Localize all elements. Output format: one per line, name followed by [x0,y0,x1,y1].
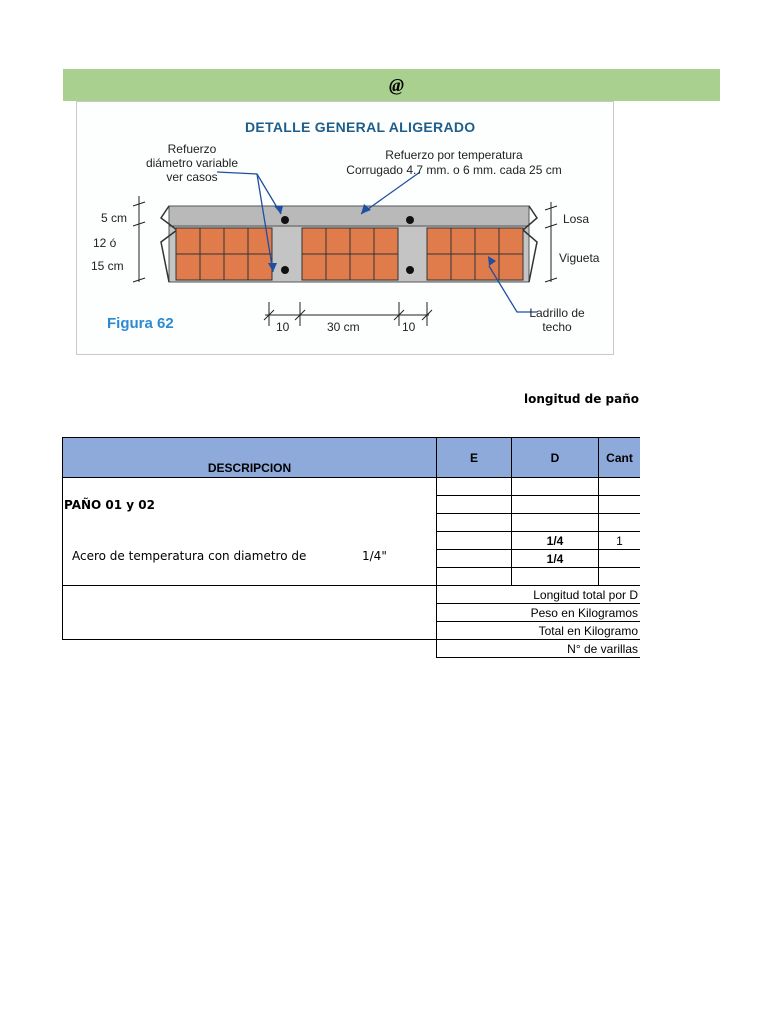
page-clip-mask [640,430,768,670]
dim-12: 12 ó [93,236,117,250]
header-e: E [437,438,512,478]
acero-text: Acero de temperatura con diametro de [72,549,307,563]
header-d: D [512,438,599,478]
summary-blank-cell [63,586,437,640]
cell-cant[interactable] [599,568,641,586]
cell-cant[interactable] [599,514,641,532]
label-refuerzo: Refuerzo diámetro variable ver casos [145,142,239,184]
cell-cant[interactable] [599,496,641,514]
summary-longitud-total: Longitud total por D [437,586,641,604]
banner-symbol: @ [389,75,404,95]
acero-diameter: 1/4" [362,549,387,563]
acero-line [72,549,436,563]
cell-cant[interactable] [599,550,641,568]
steel-table [62,437,641,658]
losa-slab [169,206,529,226]
brick-center [302,228,398,280]
cell-d[interactable] [512,478,599,496]
cell-d[interactable]: 1/4 [512,532,599,550]
pano-label: PAÑO 01 y 02 [64,498,155,512]
label-refuerzo-temperatura: Refuerzo por temperatura Corrugado 4.7 mm. o 6 mm. cada 25 cm [346,148,562,177]
dim-bottom-30cm: 30 cm [327,320,360,334]
header-descripcion: DESCRIPCION [63,438,437,478]
summary-total-kg: Total en Kilogramo [437,622,641,640]
rebar-dot [406,216,414,224]
cell-d[interactable] [512,568,599,586]
cell-e[interactable] [437,496,512,514]
left-dimension-line [133,196,145,282]
summary-peso-kg: Peso en Kilogramos [437,604,641,622]
rebar-dot [281,216,289,224]
table-row [63,478,641,496]
dim-5cm: 5 cm [101,211,128,225]
aligerado-detail-figure [76,101,614,355]
header-banner [63,69,720,101]
summary-row [63,640,641,658]
label-ladrillo: Ladrillo de techo [529,306,585,334]
header-cant: Cant [599,438,641,478]
rebar-dot [406,266,414,274]
table-header-row [63,438,641,478]
dim-bottom-10-left: 10 [276,320,290,334]
rebar-dot [281,266,289,274]
cell-d[interactable]: 1/4 [512,550,599,568]
cell-e[interactable] [437,514,512,532]
figure-caption: Figura 62 [107,315,174,332]
cell-cant[interactable] [599,478,641,496]
brick-left [176,228,272,280]
dim-15cm: 15 cm [91,259,124,273]
banner-notch [617,101,720,109]
cell-e[interactable] [437,478,512,496]
description-cell [63,478,437,586]
dim-bottom-10-right: 10 [402,320,416,334]
figure-title: DETALLE GENERAL ALIGERADO [245,119,476,135]
label-vigueta: Vigueta [559,251,600,265]
cell-d[interactable] [512,496,599,514]
summary-row [63,586,641,604]
cell-e[interactable] [437,550,512,568]
cell-cant[interactable]: 1 [599,532,641,550]
cell-e[interactable] [437,568,512,586]
cell-e[interactable] [437,532,512,550]
cell-d[interactable] [512,514,599,532]
right-dimension-line [545,202,557,282]
brick-right [427,228,523,280]
summary-n-varillas: N° de varillas [437,640,641,658]
label-losa: Losa [563,212,590,226]
longitud-pano-label: longitud de paño [524,392,640,406]
